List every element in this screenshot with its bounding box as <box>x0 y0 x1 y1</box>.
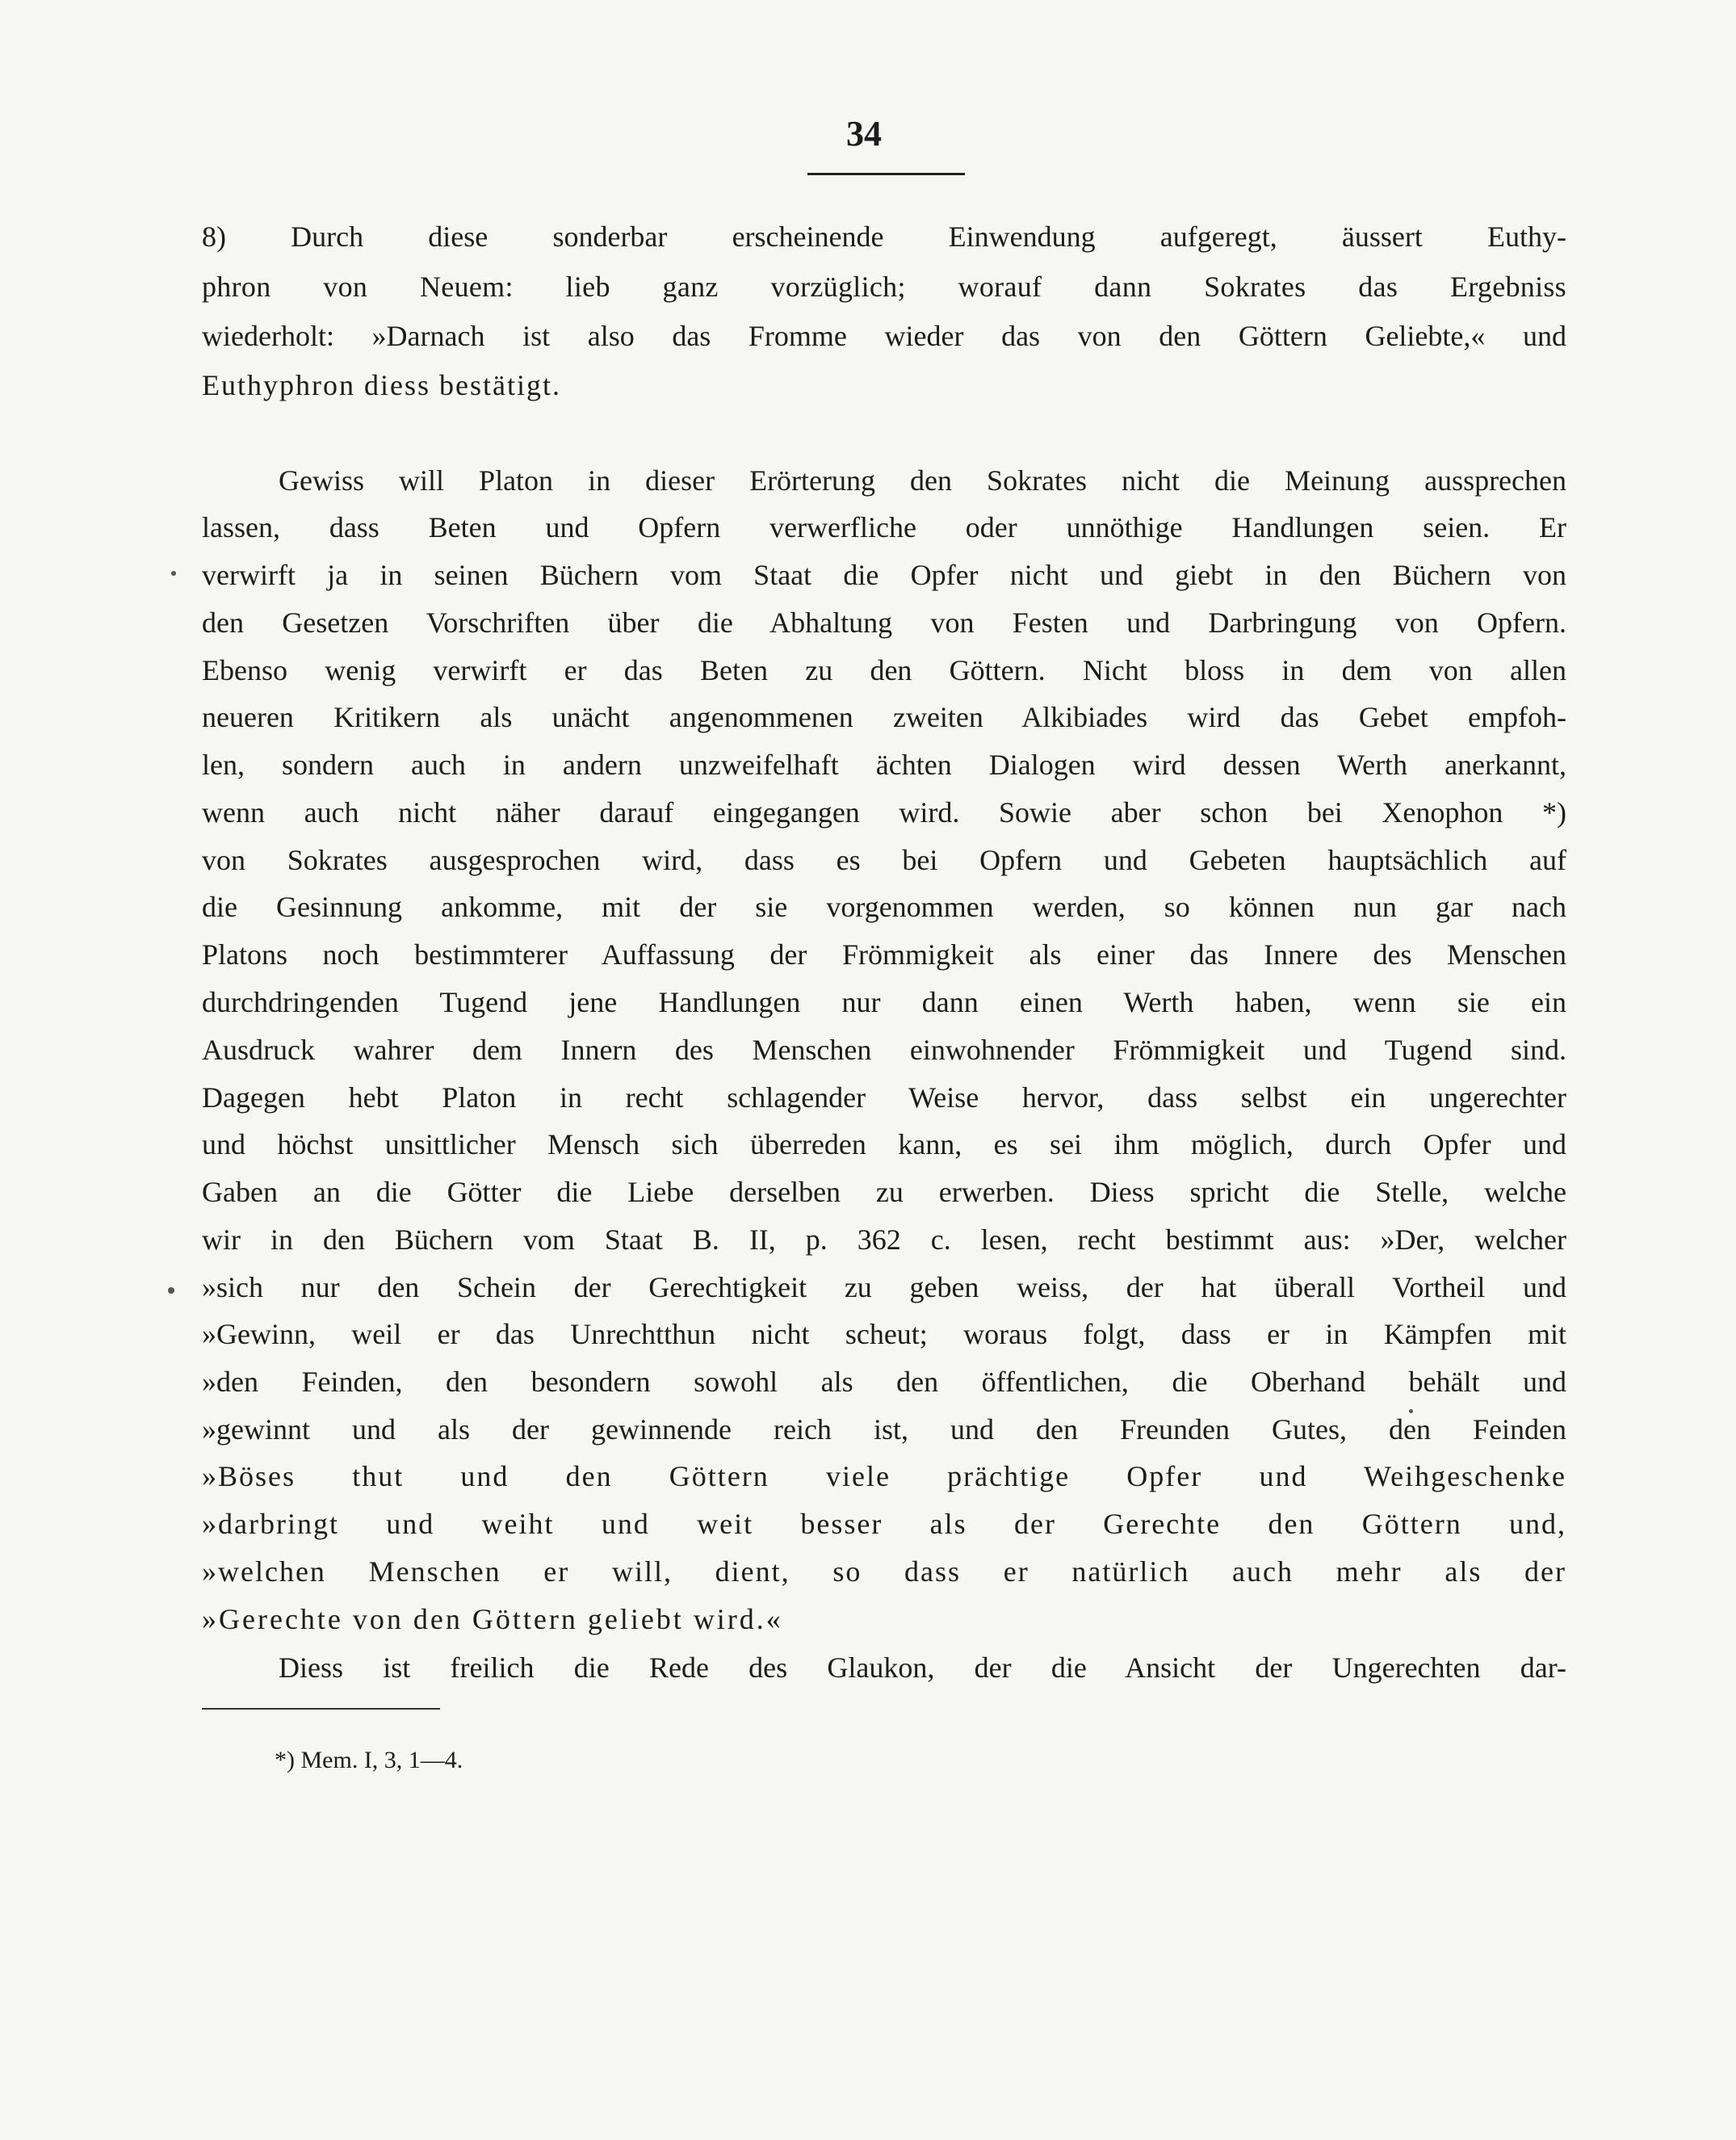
text-line: wir in den Büchern vom Staat B. II, p. 362 c. lesen, recht bestimmt aus: »Der, welcher <box>202 1223 1566 1256</box>
ink-speck <box>171 571 176 576</box>
text-line: »welchen Menschen er will, dient, so dass er natürlich auch mehr als der <box>202 1555 1566 1588</box>
text-line: 8) Durch diese sonderbar erscheinende Einwendung aufgeregt, äussert Euthy- <box>202 220 1566 253</box>
page-number: 34 <box>846 114 882 153</box>
footnote: *) Mem. I, 3, 1—4. <box>275 1747 463 1773</box>
text-line: »Gerechte von den Göttern geliebt wird.« <box>202 1603 783 1635</box>
text-line: »Gewinn, weil er das Unrechtthun nicht scheut; woraus folgt, dass er in Kämpfen mit <box>202 1318 1566 1350</box>
text-line: die Gesinnung ankomme, mit der sie vorgenommen werden, so können nun gar nach <box>202 891 1566 923</box>
text-line: neueren Kritikern als unächt angenommenen zweiten Alkibiades wird das Gebet empfoh- <box>202 701 1566 733</box>
text-line: »gewinnt und als der gewinnende reich ist, und den Freunden Gutes, den Feinden <box>202 1413 1566 1446</box>
text-line: Dagegen hebt Platon in recht schlagender Weise hervor, dass selbst ein ungerechter <box>202 1081 1566 1114</box>
text-line: von Sokrates ausgesprochen wird, dass es bei Opfern und Gebeten hauptsächlich auf <box>202 844 1566 876</box>
text-line: Gaben an die Götter die Liebe derselben zu erwerben. Diess spricht die Stelle, welche <box>202 1176 1566 1208</box>
text-line: den Gesetzen Vorschriften über die Abhaltung von Festen und Darbringung von Opfern. <box>202 606 1566 639</box>
text-line: lassen, dass Beten und Opfern verwerfliche oder unnöthige Handlungen seien. Er <box>202 511 1566 543</box>
text-line: Euthyphron diess bestätigt. <box>202 369 561 401</box>
text-line: phron von Neuem: lieb ganz vorzüglich; worauf dann Sokrates das Ergebniss <box>202 271 1566 303</box>
text-line: »sich nur den Schein der Gerechtigkeit zu geben weiss, der hat überall Vortheil und <box>202 1271 1566 1303</box>
text-line: len, sondern auch in andern unzweifelhaft ächten Dialogen wird dessen Werth anerkannt, <box>202 749 1566 781</box>
text-line: durchdringenden Tugend jene Handlungen nur dann einen Werth haben, wenn sie ein <box>202 986 1566 1018</box>
text-line: und höchst unsittlicher Mensch sich überreden kann, es sei ihm möglich, durch Opfer und <box>202 1128 1566 1160</box>
text-line: »darbringt und weiht und weit besser als der Gerechte den Göttern und, <box>202 1508 1566 1540</box>
text-line: Gewiss will Platon in dieser Erörterung den Sokrates nicht die Meinung aussprechen <box>279 464 1566 497</box>
text-line: »Böses thut und den Göttern viele prächtige Opfer und Weihgeschenke <box>202 1460 1566 1492</box>
text-line: Ebenso wenig verwirft er das Beten zu den Göttern. Nicht bloss in dem von allen <box>202 654 1566 686</box>
footnote-rule <box>202 1708 440 1710</box>
text-line: Platons noch bestimmterer Auffassung der Frömmigkeit als einer das Innere des Menschen <box>202 938 1566 971</box>
text-line: Ausdruck wahrer dem Innern des Menschen einwohnender Frömmigkeit und Tugend sind. <box>202 1034 1566 1066</box>
header-rule <box>807 173 965 175</box>
ink-speck <box>168 1287 174 1294</box>
text-line: Diess ist freilich die Rede des Glaukon, der die Ansicht der Ungerechten dar- <box>279 1651 1566 1684</box>
text-line: wiederholt: »Darnach ist also das Fromme wieder das von den Göttern Geliebte,« und <box>202 320 1566 352</box>
ink-speck <box>1409 1409 1413 1413</box>
text-line: wenn auch nicht näher darauf eingegangen wird. Sowie aber schon bei Xenophon *) <box>202 796 1566 829</box>
text-line: verwirft ja in seinen Büchern vom Staat die Opfer nicht und giebt in den Büchern von <box>202 559 1566 591</box>
text-line: »den Feinden, den besondern sowohl als den öffentlichen, die Oberhand behält und <box>202 1366 1566 1398</box>
